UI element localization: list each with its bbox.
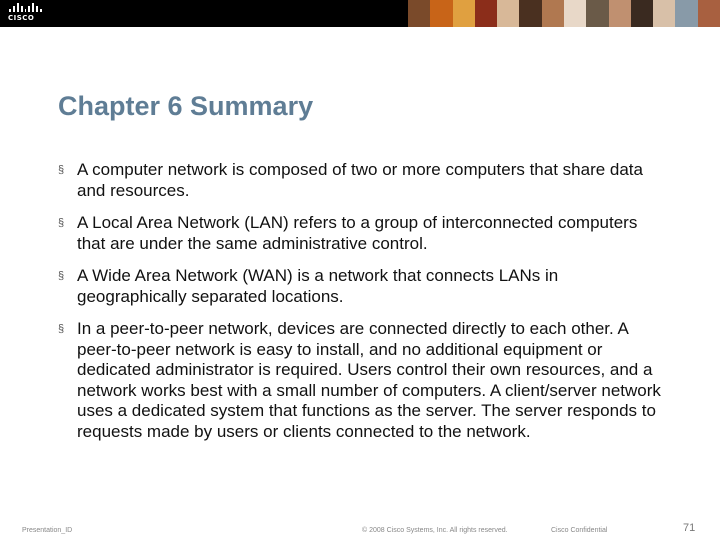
bullet-text: A computer network is composed of two or more computers that share data and resources. [77,160,643,200]
cisco-logo-text: CISCO [8,14,35,22]
header-photo-tile [430,0,452,27]
bullet-text: A Local Area Network (LAN) refers to a group of interconnected computers that are under the same administrative control. [77,213,638,253]
header-photo-tile [475,0,497,27]
header-photo-strip [408,0,720,27]
bullet-item [58,266,668,307]
header-photo-tile [586,0,608,27]
header-photo-tile [564,0,586,27]
bullet-item [58,160,668,201]
bullet-list [58,160,668,454]
bullet-marker-icon: § [58,217,65,229]
bullet-marker-icon: § [58,323,65,335]
header-photo-tile [542,0,564,27]
header-photo-tile [408,0,430,27]
header-photo-tile [497,0,519,27]
header-bar [0,0,720,27]
header-photo-tile [698,0,720,27]
header-photo-tile [519,0,541,27]
header-photo-tile [453,0,475,27]
header-photo-tile [631,0,653,27]
header-photo-tile [675,0,697,27]
footer-page-number: 71 [683,522,696,534]
bullet-text: A Wide Area Network (WAN) is a network that connects LANs in geographically separated locations. [77,266,559,306]
header-photo-tile [653,0,675,27]
header-photo-tile [609,0,631,27]
slide-title: Chapter 6 Summary [58,91,314,121]
bullet-item [58,213,668,254]
bullet-marker-icon: § [58,164,65,176]
footer-presentation-id: Presentation_ID [22,527,73,534]
cisco-logo-icon [8,3,42,23]
bullet-item [58,319,668,442]
footer-copyright: © 2008 Cisco Systems, Inc. All rights reserved. [362,527,508,534]
bullet-marker-icon: § [58,270,65,282]
footer-confidential: Cisco Confidential [551,527,608,534]
bullet-text: In a peer-to-peer network, devices are connected directly to each other. A peer-to-peer network is easy to install, and no additional equipment or dedicated administrator is required. Users control their own resources, and a network works best with a small number of computers. A client/server network uses a dedicated system that functions as the server. The server responds to requests made by users or clients connected to the network. [77,319,661,441]
cisco-logo-bars [9,3,42,12]
